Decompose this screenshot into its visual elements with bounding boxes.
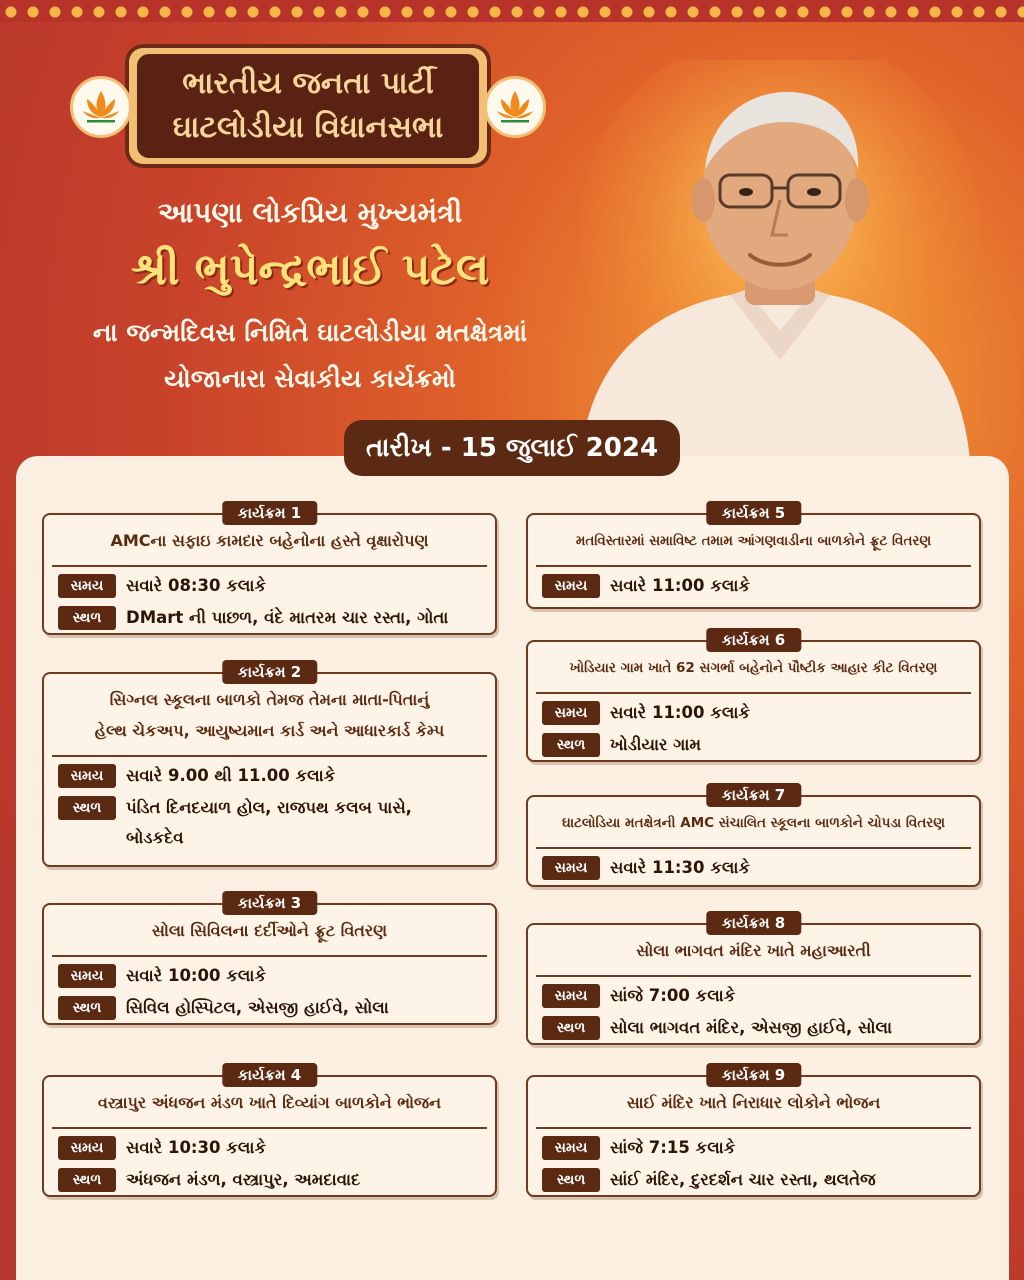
event-place <box>126 603 448 633</box>
event-time: સાંજે 7:00 કલાકે <box>610 986 736 1005</box>
person-portrait-icon <box>560 60 980 460</box>
event-time: સવારે 08:30 કલાકે <box>126 576 267 595</box>
event-title: સિગ્નલ સ્કૂલના બાળકો તેમજ તેમના માતા-પિતાનું <box>109 690 430 709</box>
place-label: સ્થળ <box>542 1168 600 1192</box>
event-time-row <box>542 701 969 728</box>
event-time-row <box>58 1136 485 1163</box>
event-place-row <box>542 1016 969 1043</box>
event-card <box>42 663 497 867</box>
event-place <box>610 1165 876 1195</box>
event-time: સવારે 11:00 કલાકે <box>610 703 751 722</box>
event-title: ખોડિયાર ગામ ખાતે 62 સગર્ભા બહેનોને પૌષ્ટીક આહાર કીટ વિતરણ <box>569 660 938 676</box>
event-number-tag: કાર્યક્રમ 1 <box>222 501 317 525</box>
event-card <box>42 504 497 635</box>
event-number-tag: કાર્યક્રમ 5 <box>706 501 801 525</box>
event-place-line: ખોડીયાર ગામ <box>610 735 702 754</box>
place-label: સ્થળ <box>58 996 116 1020</box>
chief-minister-name: શ્રી ભુપેન્દ્રભાઈ પટેલ <box>130 244 490 295</box>
event-divider <box>536 692 971 694</box>
place-label: સ્થળ <box>58 796 116 820</box>
place-label: સ્થળ <box>58 1168 116 1192</box>
event-time-row <box>58 964 485 991</box>
occasion-text-line-1: ના જન્મદિવસ નિમિતે ઘાટલોડીયા મતક્ષેત્રમાં <box>92 318 528 347</box>
event-time: સાંજે 7:15 કલાકે <box>610 1138 736 1157</box>
event-title: મતવિસ્તારમાં સમાવિષ્ટ તમામ આંગણવાડીના બાળકોને ફ્રૂટ વિતરણ <box>575 533 932 549</box>
event-card <box>526 914 981 1045</box>
event-title: સોલા સિવિલના દર્દીઓને ફ્રૂટ વિતરણ <box>151 921 388 940</box>
event-place-row <box>58 996 485 1023</box>
event-time: સવારે 11:00 કલાકે <box>610 576 751 595</box>
time-label: સમય <box>58 574 116 598</box>
event-divider <box>52 755 487 757</box>
event-number-tag: કાર્યક્રમ 2 <box>222 660 317 684</box>
event-card <box>526 1066 981 1197</box>
event-divider <box>536 975 971 977</box>
event-title: વસ્ત્રાપુર અંધજન મંડળ ખાતે દિવ્યાંગ બાળકોને ભોજન <box>97 1093 442 1112</box>
event-card <box>526 786 981 887</box>
event-card <box>526 631 981 762</box>
event-place <box>126 793 412 853</box>
event-time-row <box>542 856 969 883</box>
event-divider <box>52 1127 487 1129</box>
event-number-tag: કાર્યક્રમ 4 <box>222 1063 317 1087</box>
event-divider <box>536 847 971 849</box>
event-place-line: DMart ની પાછળ, વંદે માતરમ ચાર રસ્તા, ગોતા <box>126 608 449 627</box>
event-place-row <box>58 1168 485 1195</box>
event-place-line: પંડિત દિનદયાળ હોલ, રાજપથ કલબ પાસે, <box>126 798 412 817</box>
event-place-row <box>542 733 969 760</box>
event-number-tag: કાર્યક્રમ 6 <box>706 628 801 652</box>
time-label: સમય <box>542 856 600 880</box>
event-title: સાઈ મંદિર ખાતે નિરાધાર લોકોને ભોજન <box>626 1093 881 1112</box>
place-label: સ્થળ <box>542 1016 600 1040</box>
event-number-tag: કાર્યક્રમ 9 <box>706 1063 801 1087</box>
place-label: સ્થળ <box>58 606 116 630</box>
time-label: સમય <box>58 1136 116 1160</box>
event-place-line: સાંઈ મંદિર, દુરદર્શન ચાર રસ્તા, થલતેજ <box>610 1170 876 1189</box>
event-place <box>610 1013 892 1043</box>
event-place-row <box>542 1168 969 1195</box>
event-place-line: સોલા ભાગવત મંદિર, એસજી હાઈવે, સોલા <box>610 1018 893 1037</box>
event-place <box>610 730 701 760</box>
event-title: ઘાટલોડિયા મતક્ષેત્રની AMC સંચાલિત સ્કૂલના બાળકોને ચોપડા વિતરણ <box>561 815 946 831</box>
event-place-line: સિવિલ હોસ્પિટલ, એસજી હાઈવે, સોલા <box>126 998 389 1017</box>
event-time: સવારે 11:30 કલાકે <box>610 858 751 877</box>
party-name: ભારતીય જનતા પાર્ટી <box>182 66 434 101</box>
event-time-row <box>542 574 969 601</box>
time-label: સમય <box>58 964 116 988</box>
event-title: સોલા ભાગવત મંદિર ખાતે મહાઆરતી <box>636 941 871 960</box>
event-time: સવારે 10:30 કલાકે <box>126 1138 267 1157</box>
time-label: સમય <box>542 984 600 1008</box>
lotus-icon <box>70 76 132 138</box>
constituency-name: ઘાટલોડીયા વિધાનસભા <box>172 110 444 145</box>
event-number-tag: કાર્યક્રમ 7 <box>706 783 801 807</box>
event-time-row <box>58 574 485 601</box>
event-time: સવારે 9.00 થી 11.00 કલાકે <box>126 766 336 785</box>
event-title: AMCના સફાઇ કામદાર બહેનોના હસ્તે વૃક્ષારોપણ <box>110 531 429 550</box>
event-number-tag: કાર્યક્રમ 3 <box>222 891 317 915</box>
event-time-row <box>58 764 485 791</box>
event-divider <box>52 565 487 567</box>
time-label: સમય <box>542 1136 600 1160</box>
time-label: સમય <box>58 764 116 788</box>
event-card <box>526 504 981 609</box>
intro-text: આપણા લોકપ્રિય મુખ્યમંત્રી <box>157 196 463 229</box>
event-place <box>126 1165 360 1195</box>
event-number-tag: કાર્યક્રમ 8 <box>706 911 801 935</box>
event-card <box>42 894 497 1025</box>
event-place-line: બોડકદેવ <box>126 828 184 847</box>
event-card <box>42 1066 497 1197</box>
event-time-row <box>542 1136 969 1163</box>
place-label: સ્થળ <box>542 733 600 757</box>
scalloped-top-border <box>0 0 1024 22</box>
event-date-tab: તારીખ - 15 જુલાઈ 2024 <box>344 420 680 476</box>
event-title: હેલ્થ ચેકઅપ, આયુષ્યમાન કાર્ડ અને આધારકાર્ડ કેમ્પ <box>94 721 445 740</box>
lotus-icon <box>484 76 546 138</box>
party-title-plaque <box>125 44 491 168</box>
event-divider <box>536 565 971 567</box>
time-label: સમય <box>542 701 600 725</box>
event-place-row <box>58 606 485 633</box>
event-time-row <box>542 984 969 1011</box>
event-place <box>126 993 389 1023</box>
occasion-text-line-2: યોજાનારા સેવાકીય કાર્યક્રમો <box>164 364 456 393</box>
event-place-line: અંધજન મંડળ, વસ્ત્રાપુર, અમદાવાદ <box>126 1170 361 1189</box>
event-time: સવારે 10:00 કલાકે <box>126 966 267 985</box>
event-divider <box>536 1127 971 1129</box>
time-label: સમય <box>542 574 600 598</box>
event-divider <box>52 955 487 957</box>
event-place-row <box>58 796 485 853</box>
